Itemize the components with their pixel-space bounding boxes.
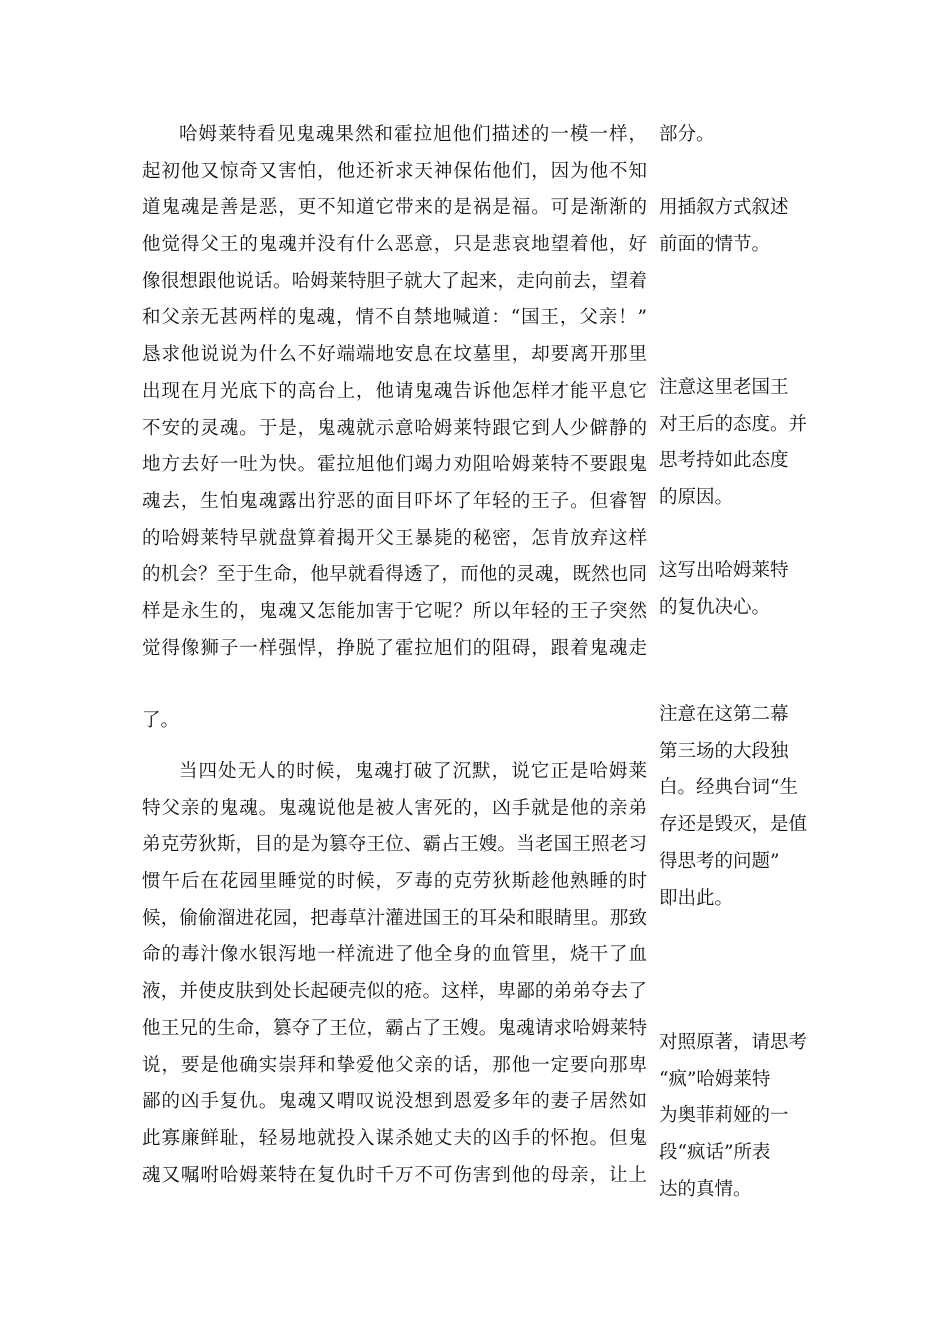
note-line: “疯”哈姆莱特 [659, 1068, 771, 1090]
text-line: 他觉得父王的鬼魂并没有什么恶意，只是悲哀地望着他，好 [142, 234, 647, 256]
text-line: 他王兄的生命，篡夺了王位，霸占了王嫂。鬼魂请求哈姆莱特 [142, 1017, 647, 1039]
text-line: 候，偷偷溜进花园，把毒草汁灌进国王的耳朵和眼睛里。那致 [142, 907, 647, 929]
note-line: 为奥菲莉娅的一 [659, 1105, 789, 1127]
note-line: 段“疯话”所表 [659, 1142, 771, 1164]
margin-note-2 [659, 190, 819, 263]
text-line: 说，要是他确实崇拜和挚爱他父亲的话，那他一定要向那卑 [142, 1054, 647, 1076]
text-line: 不安的灵魂。于是，鬼魂就示意哈姆莱特跟它到人少僻静的 [142, 417, 647, 439]
margin-note-4 [659, 553, 819, 626]
note-line: 用插叙方式叙述 [659, 197, 789, 218]
text-line: 鄙的凶手复仇。鬼魂又喟叹说没想到恩爱多年的妻子居然如 [142, 1091, 647, 1113]
text-line: 魂又嘱咐哈姆莱特在复仇时千万不可伤害到他的母亲，让上 [142, 1164, 647, 1186]
text-line: 地方去好一吐为快。霍拉旭他们竭力劝阻哈姆莱特不要跟鬼 [142, 454, 647, 476]
text-line: 此寡廉鲜耻，轻易地就投入谋杀她丈夫的凶手的怀抱。但鬼 [142, 1127, 647, 1149]
note-line: 注意在这第二幕 [659, 704, 789, 725]
note-line: 白。经典台词“生 [659, 777, 798, 799]
text-line: 特父亲的鬼魂。鬼魂说他是被人害死的，凶手就是他的亲弟 [142, 797, 647, 819]
text-line: 弟克劳狄斯，目的是为篡夺王位、霸占王嫂。当老国王照老习 [142, 834, 647, 856]
margin-note-6 [659, 1025, 819, 1209]
paragraph-2 [142, 754, 647, 1194]
note-line: 的复仇决心。 [659, 596, 771, 618]
text-line: 哈姆莱特看见鬼魂果然和霍拉旭他们描述的一模一样， [179, 124, 647, 145]
text-line: 当四处无人的时候，鬼魂打破了沉默，说它正是哈姆莱 [179, 761, 647, 782]
text-line: 像很想跟他说话。哈姆莱特胆子就大了起来，走向前去，望着 [142, 270, 647, 292]
note-line: 这写出哈姆莱特 [659, 560, 789, 581]
note-line: 对王后的态度。并 [659, 413, 808, 435]
note-line: 存还是毁灭，是值 [659, 814, 808, 836]
text-line: 觉得像狮子一样强悍，挣脱了霍拉旭们的阻碍，跟着鬼魂走 [142, 637, 647, 659]
note-line: 即出此。 [659, 887, 734, 909]
note-line: 思考持如此态度 [659, 450, 789, 472]
note-line: 达的真情。 [659, 1178, 752, 1200]
text-line: 恳求他说说为什么不好端端地安息在坟墓里，却要离开那里 [142, 344, 647, 366]
text-line: 道鬼魂是善是恶，更不知道它带来的是祸是福。可是渐渐的 [142, 197, 647, 219]
margin-note-3 [659, 370, 819, 517]
paragraph-1 [142, 117, 647, 667]
text-line: 和父亲无甚两样的鬼魂，情不自禁地喊道：“国王，父亲！” [142, 307, 647, 329]
paragraph-1-tail [142, 703, 647, 740]
text-line: 魂去，生怕鬼魂露出狞恶的面目吓坏了年轻的王子。但睿智 [142, 490, 647, 512]
note-line: 第三场的大段独 [659, 740, 789, 762]
text-line: 出现在月光底下的高台上，他请鬼魂告诉他怎样才能平息它 [142, 380, 647, 402]
text-line: 命的毒汁像水银泻地一样流进了他全身的血管里，烧干了血 [142, 944, 647, 966]
text-line: 液，并使皮肤到处长起硬壳似的疮。这样，卑鄙的弟弟夺去了 [142, 981, 647, 1003]
note-line: 注意这里老国王 [659, 377, 789, 398]
text-line: 样是永生的，鬼魂又怎能加害于它呢？所以年轻的王子突然 [142, 600, 647, 622]
text-line: 起初他又惊奇又害怕，他还祈求天神保佑他们，因为他不知 [142, 160, 647, 182]
note-line: 前面的情节。 [659, 233, 771, 255]
note-line: 的原因。 [659, 487, 734, 509]
margin-note-1 [659, 117, 819, 154]
note-line: 对照原著，请思考 [659, 1032, 808, 1053]
text-line: 的哈姆莱特早就盘算着揭开父王暴毙的秘密，怎肯放弃这样 [142, 527, 647, 549]
text-line: 惯午后在花园里睡觉的时候，歹毒的克劳狄斯趁他熟睡的时 [142, 871, 647, 893]
text-line: 了。 [142, 710, 180, 731]
margin-note-5 [659, 697, 819, 917]
note-line: 部分。 [659, 124, 715, 145]
text-line: 的机会？至于生命，他早就看得透了，而他的灵魂，既然也同 [142, 564, 647, 586]
note-line: 得思考的问题” [659, 850, 780, 872]
